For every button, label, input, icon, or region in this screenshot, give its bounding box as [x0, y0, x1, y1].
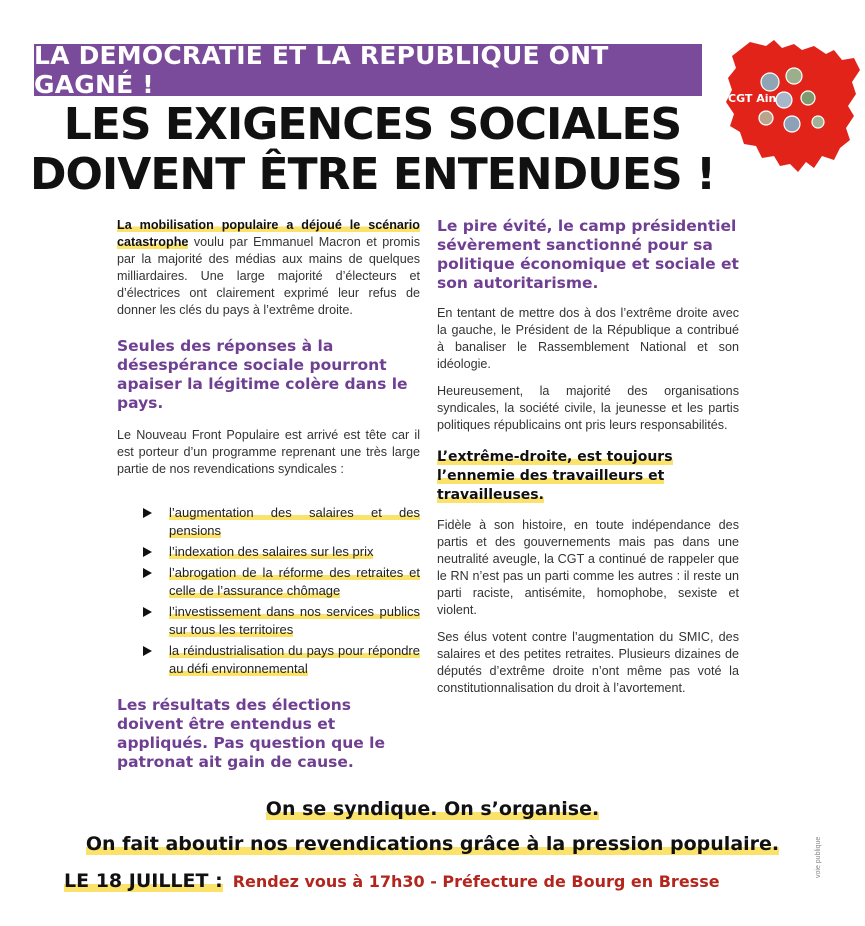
right-paragraph-4: Ses élus votent contre l’augmentation du SMIC, des salaires et des petites retraites. Plusieurs dizaines de députés d’extrême droite n’ont même pas voté la constitutionnalisation du droit à l’avortement. [437, 630, 739, 695]
headline-line-1: LES EXIGENCES SOCIALES [63, 99, 682, 150]
triangle-bullet-icon [143, 568, 152, 578]
triangle-bullet-icon [143, 508, 152, 518]
right-paragraph-3: Fidèle à son histoire, en toute indépendance des partis et des gouvernements mais pas dans une neutralité aveugle, la CGT a continué de rappeler que le RN n’est pas un parti comme les autres : il reste un parti raciste, antisémite, homophobe, sexiste et violent. [437, 518, 739, 617]
event-date: LE 18 JUILLET : [64, 870, 223, 892]
intro-rest: voulu par Emmanuel Macron et promis par la majorité des médias aux mains de quelques milliardaires. Une large majorité d’électeurs et d’électrices ont clairement exprimé leur refus de donner les clés du pays à l’extrême droite. [117, 235, 420, 317]
cgt-ain-map-logo [722, 36, 862, 176]
right-column [437, 217, 739, 707]
left-paragraph-2: Le Nouveau Front Populaire est arrivé est tête car il est porteur d’un programme reprenant une très large partie de nos revendications syndicales : [117, 428, 420, 476]
intro-bold: La mobilisation populaire a déjoué le scénario catastrophe [117, 218, 420, 249]
footer-line-2: On fait aboutir nos revendications grâce à la pression populaire. [85, 833, 780, 855]
right-subheading-2: L’extrême-droite, est toujours l’ennemie des travailleurs et travailleuses. [437, 449, 673, 503]
left-subheading-2: Les résultats des élections doivent être entendus et appliqués. Pas question que le patronat ait gain de cause. [117, 696, 385, 771]
vertical-note: voie publique [815, 836, 822, 878]
headline-line-2: DOIVENT ÊTRE ENTENDUES ! [29, 149, 716, 200]
claim-item: la réindustrialisation du pays pour répondre au défi environnemental [117, 642, 420, 678]
right-subheading-1: Le pire évité, le camp présidentiel sévèrement sanctionné pour sa politique économique et sociale et son autoritarisme. [437, 217, 739, 292]
triangle-bullet-icon [143, 547, 152, 557]
cgt-ain-label: CGT Ain [728, 92, 777, 105]
left-column [117, 217, 420, 786]
claim-item: l’investissement dans nos services publics sur tous les territoires [117, 603, 420, 639]
right-paragraph-1: En tentant de mettre dos à dos l’extrême droite avec la gauche, le Président de la République a contribué à banaliser le Rassemblement National et son idéologie. [437, 306, 739, 371]
footer-event [64, 870, 720, 892]
right-paragraph-2: Heureusement, la majorité des organisations syndicales, la société civile, la jeunesse et les partis politiques républicains ont pris leurs responsabilités. [437, 384, 739, 432]
claims-list [117, 504, 420, 678]
event-rendezvous: Rendez vous à 17h30 - Préfecture de Bourg en Bresse [232, 872, 720, 891]
triangle-bullet-icon [143, 646, 152, 656]
footer-line-1: On se syndique. On s’organise. [265, 798, 600, 820]
top-banner: LA DÉMOCRATIE ET LA RÉPUBLIQUE ONT GAGNÉ ! [34, 44, 702, 96]
claim-item: l’augmentation des salaires et des pensions [117, 504, 420, 540]
triangle-bullet-icon [143, 607, 152, 617]
claim-item: l’indexation des salaires sur les prix [117, 543, 420, 561]
main-headline [0, 100, 745, 200]
claim-item: l’abrogation de la réforme des retraites et celle de l’assurance chômage [117, 564, 420, 600]
left-subheading-1: Seules des réponses à la désespérance sociale pourront apaiser la légitime colère dans le pays. [117, 337, 408, 412]
intro-paragraph [117, 217, 420, 319]
